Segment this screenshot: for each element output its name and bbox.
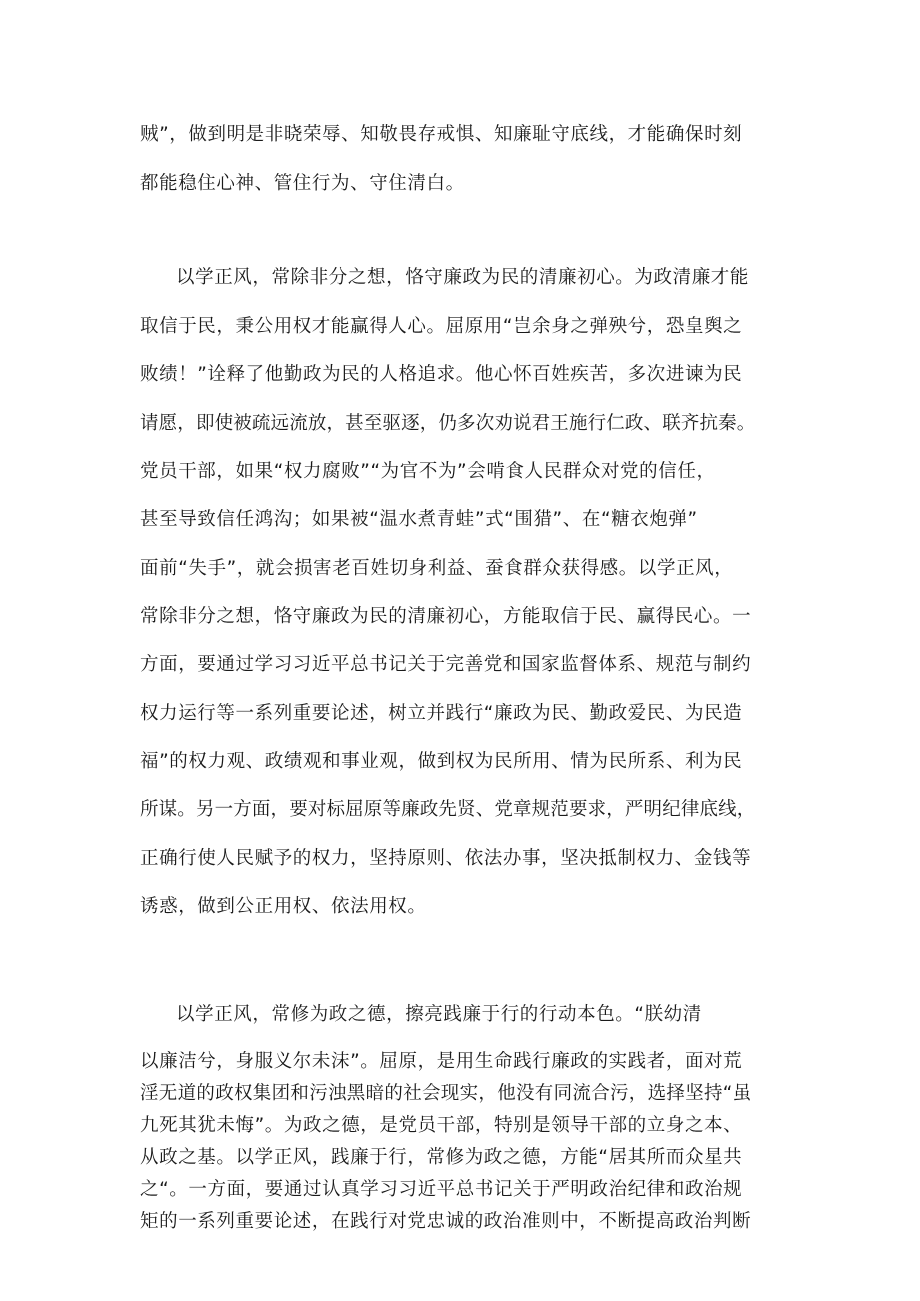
paragraph-2-line-4: 请愿，即使被疏远流放，甚至驱逐，仍多次劝说君王施行仁政、联齐抗秦。 bbox=[140, 413, 756, 434]
paragraph-2-line-9: 方面，要通过学习习近平总书记关于完善党和国家监督体系、规范与制约 bbox=[140, 654, 752, 675]
paragraph-2-line-14: 诱惑，做到公正用权、依法用权。 bbox=[140, 896, 427, 917]
paragraph-2-line-12: 所谋。另一方面，要对标屈原等廉政先贤、党章规范要求，严明纪律底线， bbox=[140, 799, 756, 820]
paragraph-2-line-8: 常除非分之想，恪守廉政为民的清廉初心，方能取信于民、赢得民心。一 bbox=[140, 606, 752, 627]
paragraph-1-line-1: 贼”，做到明是非晓荣辱、知敬畏存戒惧、知廉耻守底线，才能确保时刻 bbox=[140, 124, 743, 145]
paragraph-2-line-1: 以学正风，常除非分之想，恪守廉政为民的清廉初心。为政清廉才能 bbox=[176, 267, 750, 288]
paragraph-3-line-2: 以廉洁兮，身服义尔未沫”。屈原，是用生命践行廉政的实践者，面对荒 bbox=[140, 1051, 743, 1072]
paragraph-2-line-5: 党员干部，如果“权力腐败”“为官不为”会啃食人民群众对党的信任， bbox=[140, 461, 716, 482]
paragraph-2-line-7: 面前“失手”，就会损害老百姓切身利益、蚕食群众获得感。以学正风， bbox=[140, 558, 734, 579]
paragraph-2-line-13: 正确行使人民赋予的权力，坚持原则、依法办事，坚决抵制权力、金钱等 bbox=[140, 848, 752, 869]
paragraph-3-line-3: 淫无道的政权集团和污浊黑暗的社会现实，他没有同流合污，选择坚持“虽 bbox=[140, 1083, 752, 1104]
paragraph-3-line-5: 从政之基。以学正风，践廉于行，常修为政之德，方能“居其所而众星共 bbox=[140, 1147, 743, 1168]
paragraph-2-line-2: 取信于民，秉公用权才能赢得人心。屈原用“岂余身之弹殃兮，恐皇舆之 bbox=[140, 316, 743, 337]
paragraph-2-line-11: 福”的权力观、政绩观和事业观，做到权为民所用、情为民所系、利为民 bbox=[140, 751, 743, 772]
paragraph-2-line-3: 败绩！”诠释了他勤政为民的人格追求。他心怀百姓疾苦，多次进谏为民 bbox=[140, 364, 743, 385]
paragraph-3-line-1: 以学正风，常修为政之德，擦亮践廉于行的行动本色。“朕幼清 bbox=[176, 1004, 702, 1025]
paragraph-3-line-4: 九死其犹未悔”。为政之德，是党员干部，特别是领导干部的立身之本、 bbox=[140, 1115, 743, 1136]
paragraph-2-line-6: 甚至导致信任鸿沟；如果被“温水煮青蛙”式“围猎”、在“糖衣炮弹” bbox=[140, 509, 698, 530]
paragraph-1-line-2: 都能稳住心神、管住行为、守住清白。 bbox=[140, 173, 465, 194]
paragraph-2-line-10: 权力运行等一系列重要论述，树立并践行“廉政为民、勤政爱民、为民造 bbox=[140, 703, 743, 724]
paragraph-3-line-7: 矩的一系列重要论述，在践行对党忠诚的政治准则中，不断提高政治判断 bbox=[140, 1211, 752, 1232]
paragraph-3-line-6: 之“。一方面，要通过认真学习习近平总书记关于严明政治纪律和政治规 bbox=[140, 1179, 743, 1200]
